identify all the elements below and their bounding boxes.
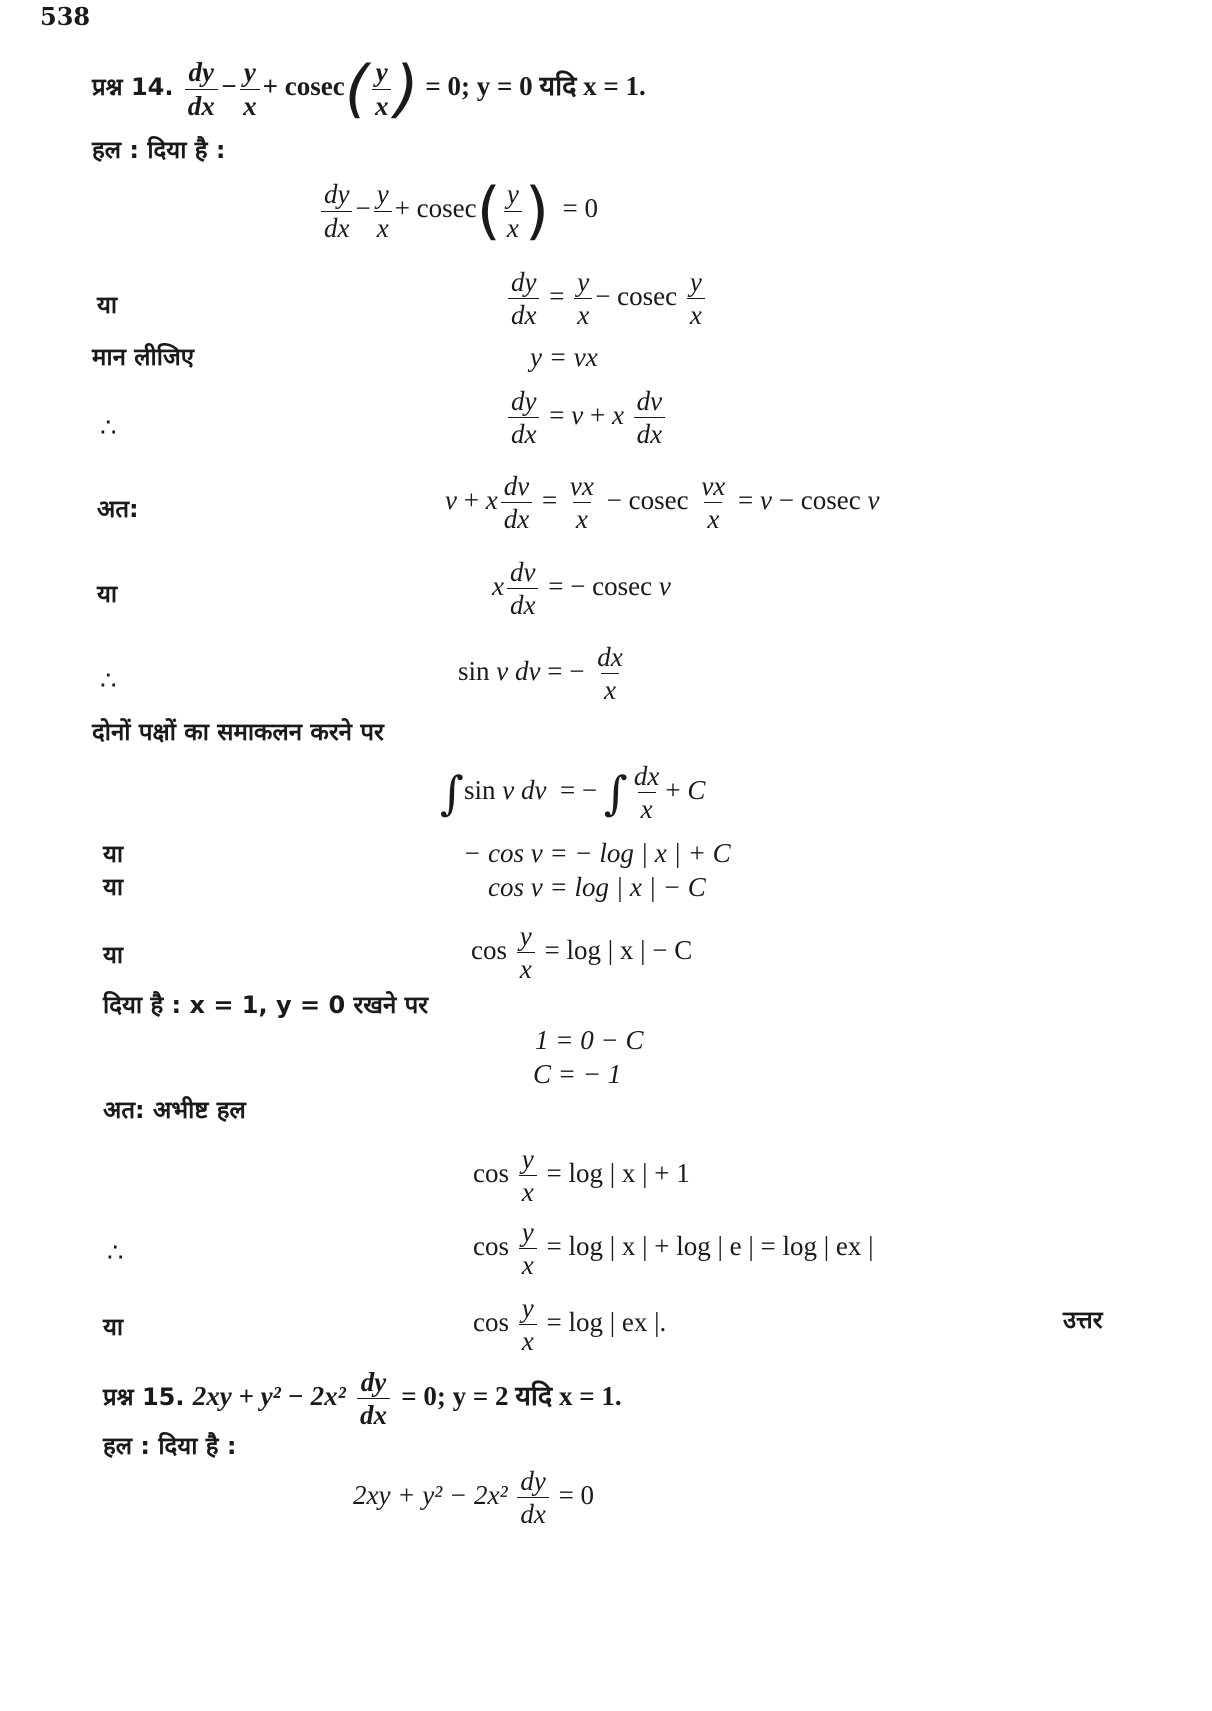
- integrate-text: दोनों पक्षों का समाकलन करने पर: [92, 718, 384, 746]
- word-ya: या: [103, 873, 124, 901]
- equation-integral: ∫sin v dv = − ∫ $\frac{dx}{x}$ + C: [440, 761, 706, 825]
- substitution: y = vx: [530, 342, 598, 372]
- equation-final: cos $\frac{y}{x}$ = log | ex |.: [473, 1293, 667, 1357]
- word-ya: या: [97, 291, 118, 319]
- word-ya: या: [97, 580, 118, 608]
- word-ya: या: [103, 840, 124, 868]
- therefore-symbol: ∴: [100, 413, 117, 443]
- page-number: 538: [40, 2, 91, 31]
- question-15: प्रश्न 15. 2xy + y² − 2x² $\frac{dy}{dx}$ = 0; y = 2 यदि x = 1.: [103, 1367, 622, 1431]
- therefore-symbol: ∴: [100, 666, 117, 696]
- equation-separated: sin v dv = − $\frac{dx}{x}$: [458, 642, 623, 706]
- equation-integrated: − cos v = − log | x | + C: [463, 838, 731, 868]
- therefore-symbol: ∴: [107, 1238, 124, 1268]
- equation-constant-1: 1 = 0 − C: [535, 1025, 644, 1055]
- equation-constant-2: C = − 1: [533, 1059, 622, 1089]
- word-ya: या: [103, 941, 124, 969]
- equation-solution-1: cos $\frac{y}{x}$ = log | x | + 1: [473, 1144, 690, 1208]
- equation-rearranged: $\frac{dy}{dx}$ = $\frac{y}{x}$ − cosec $\frac{y}{x}$: [505, 268, 708, 330]
- solution-given: हल : दिया है :: [92, 136, 226, 164]
- question-14-label: प्रश्न 14.: [92, 73, 174, 102]
- equation-substituted: v + x $\frac{dv}{dx}$ = $\frac{vx}{x}$ − cosec $\frac{vx}{x}$ = v − cosec v: [445, 471, 880, 535]
- question-14: [92, 52, 646, 125]
- equation-cos-yx: cos $\frac{y}{x}$ = log | x | − C: [471, 921, 693, 985]
- equation-given: $\frac{dy}{dx}$ − $\frac{y}{x}$ + cosec( $\frac{y}{x}$ ) = 0: [318, 180, 598, 242]
- question-14-equation: $\frac{dy}{dx}$ − $\frac{y}{x}$ + cosec( $\frac{y}{x}$ ): [182, 71, 426, 101]
- equation-cos-v: cos v = log | x | − C: [488, 872, 706, 902]
- solution-15-given: हल : दिया है :: [103, 1432, 237, 1460]
- equation-derivative: $\frac{dy}{dx}$ = v + x $\frac{dv}{dx}$: [505, 387, 668, 449]
- word-ya: या: [103, 1313, 124, 1341]
- word-maan-lijiye: मान लीजिए: [92, 343, 195, 371]
- answer-label: उत्तर: [1063, 1306, 1103, 1334]
- question-15-label: प्रश्न 15.: [103, 1383, 185, 1412]
- question-14-condition: = 0; y = 0 यदि x = 1.: [425, 71, 646, 102]
- required-solution-text: अत: अभीष्ट हल: [103, 1096, 246, 1124]
- equation-simplified: x $\frac{dv}{dx}$ = − cosec v: [492, 557, 671, 621]
- given-values-text: दिया है : x = 1, y = 0 रखने पर: [103, 991, 429, 1019]
- word-atah: अत:: [97, 495, 139, 523]
- equation-15-given: 2xy + y² − 2x² $\frac{dy}{dx}$ = 0: [353, 1466, 595, 1530]
- equation-solution-2: cos $\frac{y}{x}$ = log | x | + log | e | = log | ex |: [473, 1217, 874, 1281]
